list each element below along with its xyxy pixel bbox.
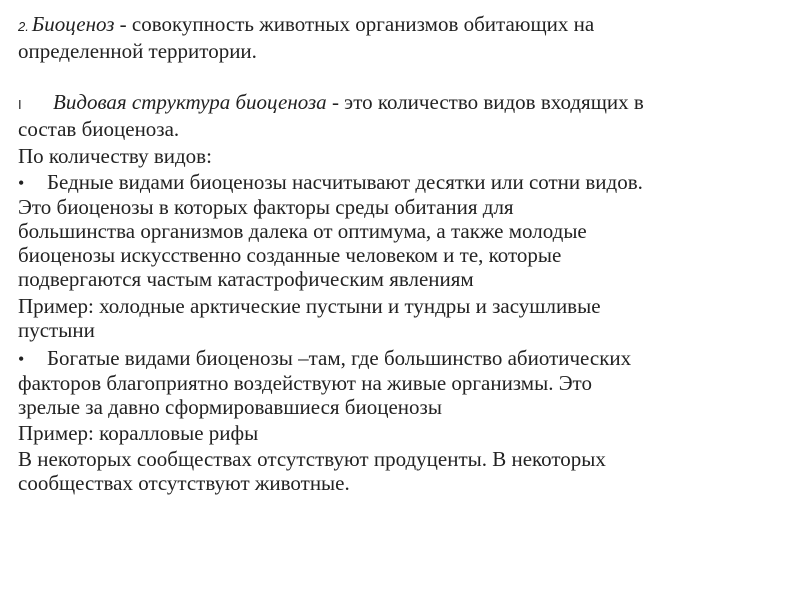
bullet-rich-biocenoses bbox=[18, 346, 800, 419]
paragraph-line bbox=[18, 346, 800, 371]
paragraph-line bbox=[18, 12, 800, 39]
term-species-structure: Видовая структура биоценоза bbox=[53, 90, 327, 114]
definition-text: - это количество видов входящих в bbox=[326, 90, 644, 114]
bullet-icon: • bbox=[18, 173, 25, 193]
bullet-icon: • bbox=[18, 349, 25, 369]
paragraph-line: Пример: холодные арктические пустыни и тундры и засушливые bbox=[18, 294, 601, 318]
paragraph-line: определенной территории. bbox=[18, 39, 257, 63]
paragraph-line: Это биоценозы в которых факторы среды обитания для bbox=[18, 195, 514, 219]
paragraph-line: Пример: коралловые рифы bbox=[18, 421, 259, 445]
list-number: 2. bbox=[18, 19, 29, 34]
paragraph-line: В некоторых сообществах отсутствуют продуценты. В некоторых bbox=[18, 447, 606, 471]
paragraph-line bbox=[18, 170, 800, 195]
paragraph-line: подвергаются частым катастрофическим явлениям bbox=[18, 267, 474, 291]
bullet-poor-biocenoses bbox=[18, 170, 800, 291]
paragraph-line: пустыни bbox=[18, 318, 95, 342]
definition-text: - совокупность животных организмов обитающих на bbox=[114, 12, 595, 36]
paragraph-line bbox=[18, 90, 800, 117]
paragraph-line: зрелые за давно сформировавшиеся биоценозы bbox=[18, 395, 442, 419]
list-marker: I bbox=[18, 97, 22, 112]
paragraph-biocenosis-definition bbox=[18, 12, 800, 63]
term-biocenosis: Биоценоз bbox=[31, 12, 115, 36]
bullet-text: Богатые видами биоценозы –там, где большинство абиотических bbox=[47, 346, 632, 370]
paragraph-example-deserts bbox=[18, 294, 800, 342]
bullet-text: Бедные видами биоценозы насчитывают десятки или сотни видов. bbox=[47, 170, 643, 194]
paragraph-by-species-count bbox=[18, 144, 800, 168]
paragraph-line: По количеству видов: bbox=[18, 144, 212, 168]
paragraph-line: состав биоценоза. bbox=[18, 117, 180, 141]
paragraph-line: сообществах отсутствуют животные. bbox=[18, 471, 350, 495]
paragraph-communities bbox=[18, 447, 800, 495]
paragraph-line: большинства организмов далека от оптимума, а также молодые bbox=[18, 219, 587, 243]
paragraph-line: биоценозы искусственно созданные человеком и те, которые bbox=[18, 243, 562, 267]
paragraph-example-reefs bbox=[18, 421, 800, 445]
paragraph-line: факторов благоприятно воздействуют на живые организмы. Это bbox=[18, 371, 592, 395]
paragraph-species-structure bbox=[18, 90, 800, 141]
